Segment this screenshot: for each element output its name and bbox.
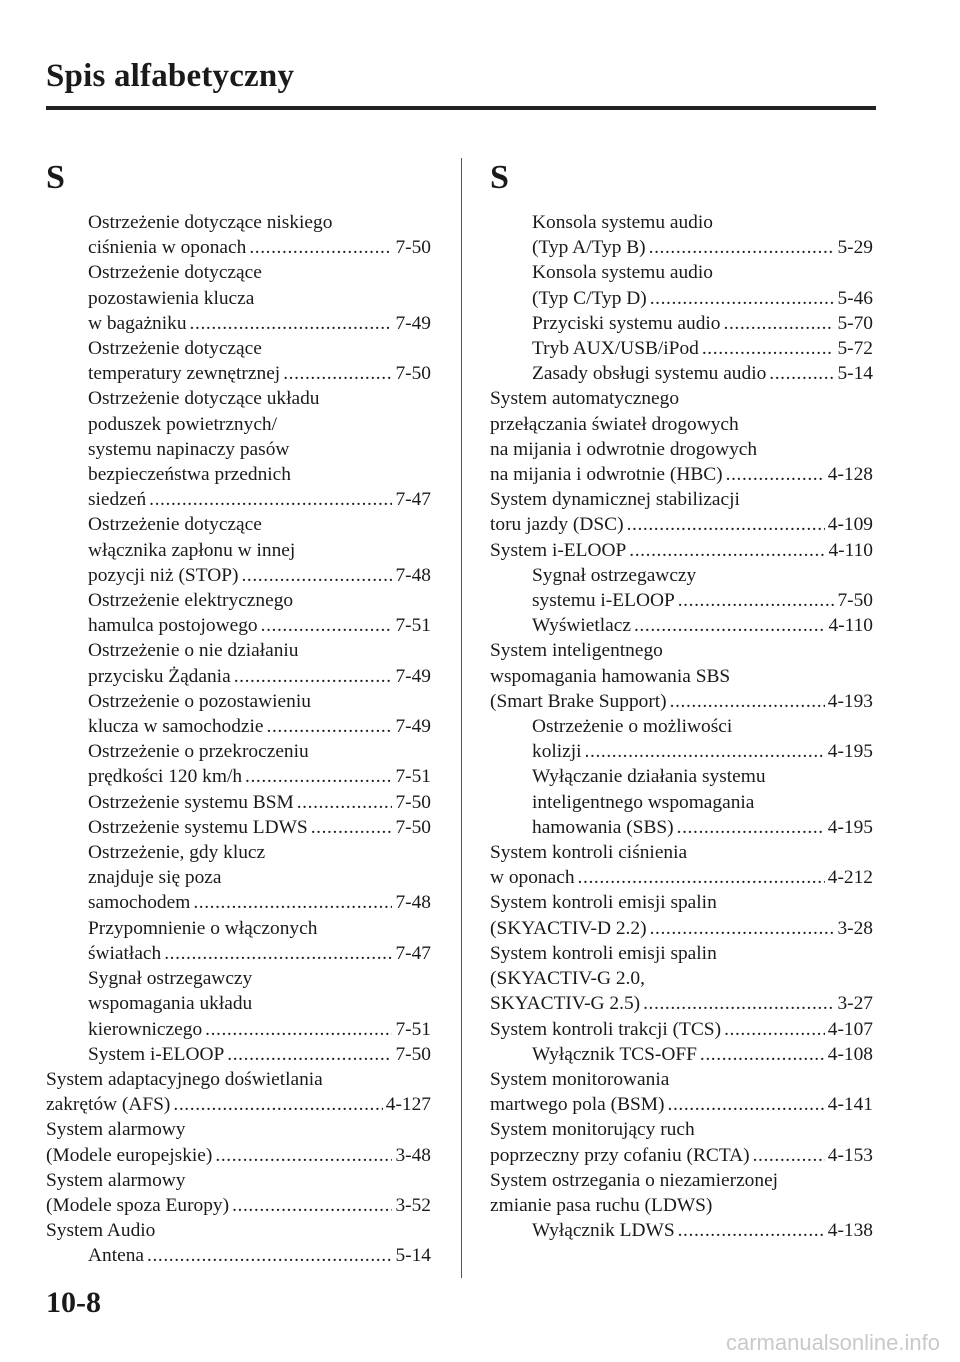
index-entry-text: Ostrzeżenie o przekroczeniu [88, 741, 309, 763]
index-entry-page: 4-109 [827, 514, 873, 536]
dot-leader [724, 311, 835, 336]
index-entry-text: Ostrzeżenie dotyczące niskiego [88, 212, 333, 233]
index-entry [490, 361, 873, 386]
index-entry-text: Ostrzeżenie systemu BSM [88, 791, 294, 813]
index-entry-page: 3-48 [395, 1144, 431, 1166]
index-entry-text: System adaptacyjnego doświetlania [46, 1068, 323, 1090]
index-entry [46, 311, 431, 336]
index-entry [46, 1017, 431, 1042]
dot-leader [634, 613, 825, 638]
index-entry-page: 3-28 [837, 917, 873, 939]
index-entry [46, 790, 431, 815]
index-entry-text: System i-ELOOP [490, 539, 627, 561]
index-entry [46, 386, 431, 411]
index-entry [490, 1017, 873, 1042]
index-entry-text: Ostrzeżenie o pozostawieniu [88, 690, 311, 712]
dot-leader [700, 1042, 825, 1067]
dot-leader [578, 865, 825, 890]
dot-leader [627, 512, 825, 537]
index-entry-text: (Typ A/Typ B) [532, 237, 646, 259]
index-entry-page: 7-50 [395, 237, 431, 259]
index-entry [46, 588, 431, 613]
index-entry-text: samochodem [88, 892, 191, 914]
index-entry-text: Wyświetlacz [532, 615, 631, 637]
index-entry [490, 235, 873, 260]
index-entry-text: Ostrzeżenie o nie działaniu [88, 640, 299, 662]
dot-leader [147, 1243, 392, 1268]
index-entry [46, 487, 431, 512]
index-entry-text: System Audio [46, 1220, 156, 1242]
index-entry-page: 4-107 [827, 1018, 873, 1040]
index-entry-text: Wyłącznik TCS-OFF [532, 1043, 697, 1065]
index-entry-page: 7-50 [395, 791, 431, 813]
index-entry-text: Sygnał ostrzegawczy [532, 564, 697, 586]
index-entry-text: Przyciski systemu audio [532, 312, 721, 334]
index-entry [490, 311, 873, 336]
index-entry [490, 336, 873, 361]
index-entry-text: (SKYACTIV-D 2.2) [490, 917, 647, 939]
index-entry-page: 7-47 [395, 489, 431, 511]
index-entry [490, 890, 873, 915]
index-entry-text: przycisku Żądania [88, 665, 231, 687]
index-entry [46, 260, 431, 285]
index-entry-page: 7-51 [395, 615, 431, 637]
index-entry [490, 689, 873, 714]
index-entry-text: Ostrzeżenie o możliwości [532, 716, 733, 738]
index-entry [46, 941, 431, 966]
index-entry-text: Wyłączanie działania systemu [532, 766, 766, 788]
index-entry [46, 512, 431, 537]
index-entry-text: hamulca postojowego [88, 615, 258, 637]
index-entry-page: 7-48 [395, 892, 431, 914]
index-entry-text: poduszek powietrznych/ [88, 413, 278, 435]
index-entry [490, 588, 873, 613]
index-entry-page: 7-50 [837, 590, 873, 612]
index-entry-text: Ostrzeżenie systemu LDWS [88, 816, 308, 838]
index-entry [490, 1092, 873, 1117]
dot-leader [241, 563, 392, 588]
index-entry-page: 4-127 [385, 1094, 431, 1116]
index-entry-text: System kontroli ciśnienia [490, 842, 688, 864]
dot-leader [650, 916, 835, 941]
index-entry-page: 4-193 [827, 690, 873, 712]
index-entry-text: toru jazdy (DSC) [490, 514, 624, 536]
index-entry-page: 5-14 [837, 363, 873, 385]
index-entry-text: inteligentnego wspomagania [532, 791, 755, 813]
dot-leader [643, 991, 834, 1016]
index-entry [490, 1042, 873, 1067]
index-entry [490, 815, 873, 840]
index-entry [490, 512, 873, 537]
index-entry-text: Ostrzeżenie elektrycznego [88, 590, 294, 612]
index-entry-page: 4-128 [827, 464, 873, 486]
index-entry-page: 5-14 [395, 1245, 431, 1267]
index-entry [490, 260, 873, 285]
index-entry [490, 638, 873, 663]
index-entry-text: poprzeczny przy cofaniu (RCTA) [490, 1144, 750, 1166]
index-entry-text: znajduje się poza [88, 867, 222, 889]
index-entry-text: pozostawienia klucza [88, 287, 255, 309]
index-entry-text: martwego pola (BSM) [490, 1094, 665, 1116]
index-entry-text: Konsola systemu audio [532, 212, 713, 233]
index-entry-page: 4-195 [827, 816, 873, 838]
index-entry-text: Ostrzeżenie dotyczące [88, 262, 262, 284]
index-entry [46, 412, 431, 437]
index-entry [46, 966, 431, 991]
index-entry-text: zakrętów (AFS) [46, 1094, 171, 1116]
index-entry [490, 739, 873, 764]
dot-leader [193, 890, 392, 915]
index-entry-text: Konsola systemu audio [532, 262, 713, 284]
index-entry-text: w bagażniku [88, 312, 187, 334]
index-entry-text: (Modele europejskie) [46, 1144, 213, 1166]
index-entry [490, 664, 873, 689]
index-entry-text: Zasady obsługi systemu audio [532, 363, 767, 385]
dot-leader [205, 1017, 392, 1042]
index-entry [46, 336, 431, 361]
index-entry-page: 5-46 [837, 287, 873, 309]
index-entry [490, 1218, 873, 1243]
index-entry [46, 1218, 431, 1243]
index-entry-page: 7-49 [395, 665, 431, 687]
index-entry-text: Ostrzeżenie dotyczące [88, 514, 262, 536]
index-entry [46, 462, 431, 487]
index-entry [490, 462, 873, 487]
index-entry [490, 1193, 873, 1218]
index-entry-text: pozycji niż (STOP) [88, 564, 239, 586]
dot-leader [267, 714, 393, 739]
index-entry-text: klucza w samochodzie [88, 716, 264, 738]
index-entry [490, 386, 873, 411]
index-entry-text: Antena [88, 1245, 144, 1267]
index-entry-page: 4-195 [827, 741, 873, 763]
index-entry-text: System automatycznego [490, 388, 680, 410]
index-entry [490, 613, 873, 638]
index-entry [490, 941, 873, 966]
page-title: Spis alfabetyczny [46, 58, 295, 94]
dot-leader [232, 1193, 392, 1218]
index-entry [490, 563, 873, 588]
index-entry [46, 563, 431, 588]
index-entry [490, 714, 873, 739]
watermark: carmanualsonline.info [725, 1330, 940, 1355]
dot-leader [585, 739, 825, 764]
index-entry [490, 966, 873, 991]
dot-leader [670, 689, 825, 714]
index-entry-text: systemu i-ELOOP [532, 590, 675, 612]
dot-leader [249, 235, 392, 260]
index-entry-text: System kontroli emisji spalin [490, 942, 717, 964]
column-divider [461, 158, 462, 1278]
index-entry [490, 865, 873, 890]
index-entry [490, 840, 873, 865]
index-entry-text: na mijania i odwrotnie (HBC) [490, 464, 723, 486]
index-entry-text: Ostrzeżenie, gdy klucz [88, 842, 266, 864]
index-entry-text: światłach [88, 942, 162, 964]
index-entry [490, 991, 873, 1016]
index-entry-page: 7-50 [395, 1043, 431, 1065]
index-entry [46, 210, 431, 235]
index-entry [490, 487, 873, 512]
index-entry [46, 1143, 431, 1168]
dot-leader [227, 1042, 392, 1067]
index-entry [490, 764, 873, 789]
index-entries [46, 210, 431, 1269]
index-entry [46, 235, 431, 260]
dot-leader [190, 311, 393, 336]
index-entry-text: kolizji [532, 741, 582, 763]
index-entry-text: zmianie pasa ruchu (LDWS) [490, 1194, 713, 1216]
index-entry-text: temperatury zewnętrznej [88, 363, 281, 385]
index-entry-text: prędkości 120 km/h [88, 766, 243, 788]
index-entry [490, 210, 873, 235]
dot-leader [283, 361, 392, 386]
index-entry-page: 5-29 [837, 237, 873, 259]
index-column-left [46, 160, 431, 1269]
dot-leader [245, 764, 392, 789]
index-entry-text: kierowniczego [88, 1018, 203, 1040]
index-entry [46, 638, 431, 663]
index-entry [46, 865, 431, 890]
index-entry-text: włącznika zapłonu w innej [88, 539, 296, 561]
index-entry-page: 7-49 [395, 312, 431, 334]
index-entry-text: System alarmowy [46, 1119, 186, 1141]
index-entry-text: System ostrzegania o niezamierzonej [490, 1169, 779, 1191]
index-entry-text: Przypomnienie o włączonych [88, 917, 318, 939]
index-entry-page: 4-212 [827, 867, 873, 889]
index-entry-text: ciśnienia w oponach [88, 237, 247, 259]
section-letter: S [490, 159, 509, 196]
index-entry [46, 1117, 431, 1142]
index-entry [490, 790, 873, 815]
index-entry-page: 4-138 [827, 1220, 873, 1242]
index-entry [46, 1168, 431, 1193]
index-entry [46, 1243, 431, 1268]
index-entry-page: 7-51 [395, 766, 431, 788]
index-entry [46, 1067, 431, 1092]
index-entry-page: 4-108 [827, 1043, 873, 1065]
dot-leader [649, 235, 835, 260]
index-entry-text: (SKYACTIV-G 2.0, [490, 968, 645, 990]
index-entry-page: 5-70 [837, 312, 873, 334]
dot-leader [769, 361, 834, 386]
index-entry-page: 7-50 [395, 363, 431, 385]
dot-leader [164, 941, 392, 966]
index-entry-text: System kontroli trakcji (TCS) [490, 1018, 722, 1040]
dot-leader [726, 462, 825, 487]
dot-leader [173, 1092, 382, 1117]
dot-leader [677, 815, 825, 840]
index-entry-text: Ostrzeżenie dotyczące układu [88, 388, 320, 410]
dot-leader [311, 815, 393, 840]
index-entry-text: System monitorujący ruch [490, 1119, 695, 1141]
index-entry-page: 4-153 [827, 1144, 873, 1166]
index-entry-text: (Modele spoza Europy) [46, 1194, 230, 1216]
dot-leader [261, 613, 393, 638]
index-entry-page: 7-51 [395, 1018, 431, 1040]
index-entry-page: 7-50 [395, 816, 431, 838]
index-column-right [490, 160, 873, 1243]
index-entry-page: 7-47 [395, 942, 431, 964]
dot-leader [297, 790, 393, 815]
dot-leader [629, 538, 825, 563]
index-entry-page: 4-110 [828, 615, 873, 637]
dot-leader [234, 664, 393, 689]
index-entry-text: na mijania i odwrotnie drogowych [490, 438, 758, 460]
index-entry-text: System i-ELOOP [88, 1043, 225, 1065]
index-entry-page: 7-48 [395, 564, 431, 586]
index-entry-text: Wyłącznik LDWS [532, 1220, 675, 1242]
header-rule [46, 106, 876, 110]
index-entry [46, 361, 431, 386]
index-entry-text: System alarmowy [46, 1169, 186, 1191]
section-letter: S [46, 159, 65, 196]
index-entry [46, 538, 431, 563]
index-entry [490, 1168, 873, 1193]
index-entry [46, 1193, 431, 1218]
dot-leader [724, 1017, 825, 1042]
index-entry-text: systemu napinaczy pasów [88, 438, 290, 460]
index-entry [46, 1042, 431, 1067]
page-number: 10-8 [46, 1286, 101, 1319]
index-entry-page: 4-110 [828, 539, 873, 561]
dot-leader [678, 588, 835, 613]
index-entry-text: System dynamicznej stabilizacji [490, 489, 740, 511]
dot-leader [650, 286, 835, 311]
index-entry [46, 739, 431, 764]
dot-leader [753, 1143, 825, 1168]
index-entry [46, 764, 431, 789]
index-entry-page: 3-27 [837, 993, 873, 1015]
index-entry-text: przełączania świateł drogowych [490, 413, 739, 435]
index-entry-text: System monitorowania [490, 1068, 670, 1090]
index-entry [46, 815, 431, 840]
index-entries [490, 210, 873, 1243]
index-entry-text: wspomagania hamowania SBS [490, 665, 731, 687]
dot-leader [149, 487, 392, 512]
index-entry [46, 991, 431, 1016]
index-entry [46, 286, 431, 311]
index-entry [490, 412, 873, 437]
index-entry [46, 840, 431, 865]
index-entry-text: (Smart Brake Support) [490, 690, 667, 712]
index-entry [490, 538, 873, 563]
index-entry [490, 1067, 873, 1092]
index-entry [46, 689, 431, 714]
index-entry-text: wspomagania układu [88, 993, 253, 1015]
index-entry-text: w oponach [490, 867, 575, 889]
index-entry [490, 437, 873, 462]
index-entry [46, 916, 431, 941]
index-entry [46, 613, 431, 638]
index-entry [46, 437, 431, 462]
index-entry-text: bezpieczeństwa przednich [88, 464, 291, 486]
index-entry-text: Ostrzeżenie dotyczące [88, 338, 262, 360]
index-entry-text: hamowania (SBS) [532, 816, 674, 838]
index-entry-page: 5-72 [837, 338, 873, 360]
index-entry-text: SKYACTIV-G 2.5) [490, 993, 641, 1015]
index-entry [46, 664, 431, 689]
index-entry [46, 714, 431, 739]
dot-leader [702, 336, 835, 361]
index-entry-page: 3-52 [395, 1194, 431, 1216]
index-entry-text: (Typ C/Typ D) [532, 287, 647, 309]
index-entry [490, 916, 873, 941]
index-entry [46, 890, 431, 915]
index-entry-text: System kontroli emisji spalin [490, 892, 717, 914]
dot-leader [215, 1143, 392, 1168]
dot-leader [678, 1218, 825, 1243]
index-entry-page: 4-141 [827, 1094, 873, 1116]
index-entry-text: System inteligentnego [490, 640, 663, 662]
index-entry-text: siedzeń [88, 489, 147, 511]
index-entry-page: 7-49 [395, 716, 431, 738]
index-entry [490, 1117, 873, 1142]
index-entry [490, 286, 873, 311]
index-entry [490, 1143, 873, 1168]
dot-leader [668, 1092, 825, 1117]
index-entry-text: Sygnał ostrzegawczy [88, 968, 253, 990]
index-entry [46, 1092, 431, 1117]
index-entry-text: Tryb AUX/USB/iPod [532, 338, 699, 360]
